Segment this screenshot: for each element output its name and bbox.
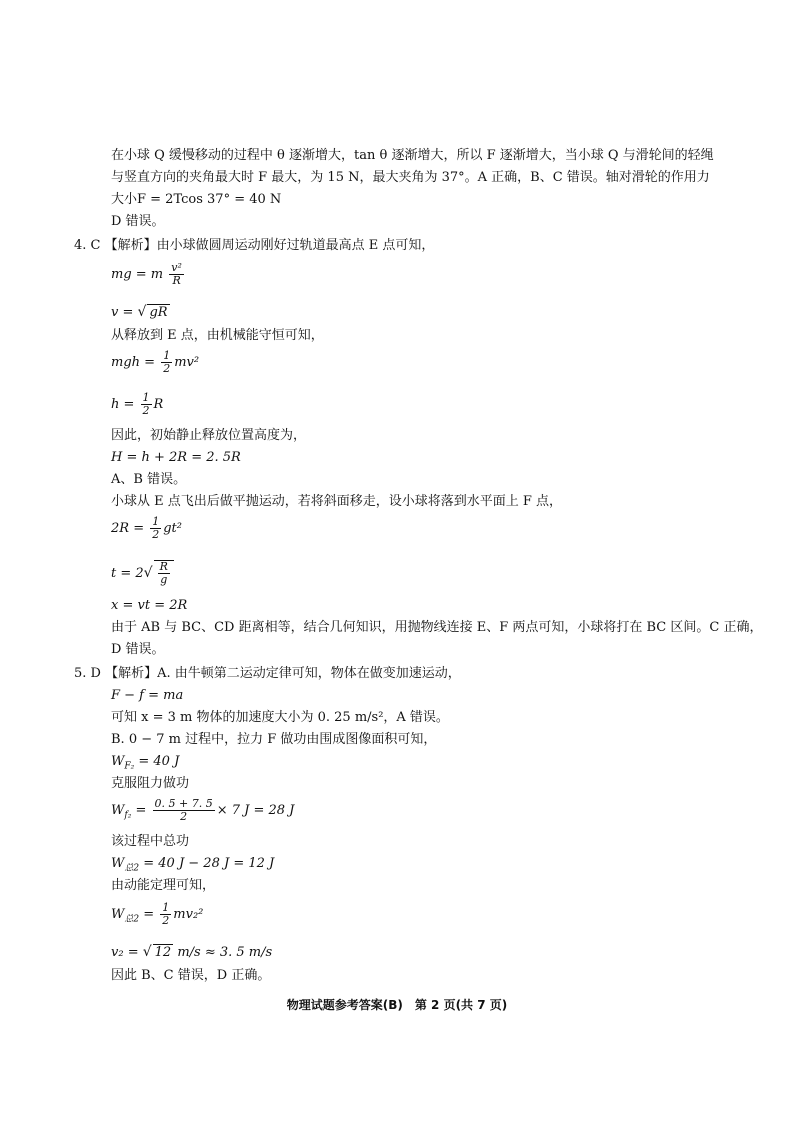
- q4-eq7-left: t = 2: [111, 566, 144, 581]
- q5-eq6-left: v₂ =: [111, 945, 139, 960]
- q4-text2: 因此，初始静止释放位置高度为，: [111, 428, 307, 443]
- q5-eq4-right: = 40 J − 28 J = 12 J: [139, 856, 275, 871]
- q5-eq2-right: = 40 J: [134, 754, 180, 769]
- q4-eq7-frac: [158, 561, 170, 586]
- q4-text4: 小球从 E 点飞出后做平抛运动，若将斜面移走，设小球将落到水平面上 F 点，: [111, 494, 563, 509]
- q4-eq6-num: 1: [152, 515, 160, 528]
- sqrt-icon: √: [142, 944, 152, 960]
- q4-eq2-left: v =: [111, 305, 134, 320]
- q4-eq4-num: 1: [142, 391, 150, 404]
- q5-heading: [74, 666, 461, 682]
- q5-text6: 因此 B、C 错误，D 正确。: [111, 968, 271, 983]
- q5-eq5-right: mv₂²: [173, 907, 204, 922]
- sqrt-icon: √: [137, 304, 147, 320]
- q5-eq3-num: 0. 5 + 7. 5: [154, 797, 213, 810]
- q5-eq3-frac: [153, 798, 215, 823]
- q4-eq4-left: h =: [111, 397, 135, 412]
- q4-eq3-den: 2: [163, 362, 171, 375]
- q5-eq3-den: 2: [153, 810, 215, 823]
- q4-eq1-num: v²: [171, 261, 182, 274]
- q4-eq4-den: 2: [142, 404, 150, 417]
- q4-eq3-num: 1: [163, 349, 171, 362]
- q5-eq3-right: × 7 J = 28 J: [216, 803, 295, 818]
- q4-number: 4. C: [74, 238, 101, 253]
- q4-eq2-radicand: gR: [149, 305, 168, 320]
- q5-text4: 该过程中总功: [111, 834, 190, 849]
- q5-intro: 【解析】A. 由牛顿第二运动定律可知，物体在做变加速运动，: [105, 666, 461, 681]
- q4-eq8: x = vt = 2R: [111, 598, 188, 613]
- q5-text3: 克服阻力做功: [111, 776, 190, 791]
- q5-eq6: [111, 944, 272, 961]
- q5-eq5-den: 2: [162, 914, 170, 927]
- q4-eq1: [111, 262, 186, 287]
- q5-eq4-left: W: [111, 856, 125, 871]
- q4-eq1-left: mg = m: [111, 267, 164, 282]
- q4-eq6: [111, 516, 182, 541]
- q4-eq3-left: mgh =: [111, 355, 156, 370]
- q5-eq3: $W_{f_2}$ = $\frac{0. 5 + 7. 5}{2}$ × 7 J = 28 J: [111, 797, 295, 823]
- q4-eq3: [111, 350, 199, 375]
- q5-eq5-frac: [160, 902, 171, 927]
- q4-eq6-den: 2: [152, 528, 160, 541]
- q4-eq7-num: R: [159, 560, 168, 573]
- q5-eq5-num: 1: [162, 901, 170, 914]
- q5-number: 5. D: [74, 666, 101, 681]
- q4-eq6-left: 2R =: [111, 521, 145, 536]
- q4-eq5: H = h + 2R = 2. 5R: [111, 450, 241, 465]
- sqrt-icon: √: [143, 565, 153, 581]
- q4-eq2: [111, 304, 170, 321]
- q5-eq2: [111, 754, 179, 775]
- q5-eq5-sub: 总2: [124, 914, 140, 925]
- q4-eq7-radicand: [154, 560, 174, 586]
- q4-text1: 从释放到 E 点，由机械能守恒可知，: [111, 328, 324, 343]
- q4-eq4-frac: [141, 392, 152, 417]
- q3-line1: 在小球 Q 缓慢移动的过程中 θ 逐渐增大，tan θ 逐渐增大，所以 F 逐渐增大，当小球 Q 与滑轮间的轻绳: [111, 148, 714, 163]
- q3-line2: 与竖直方向的夹角最大时 F 最大，为 15 N，最大夹角为 37°。A 正确，B、C 错误。轴对滑轮的作用力: [111, 170, 710, 185]
- q5-eq6-radicand: 12: [154, 945, 172, 960]
- q4-text3: A、B 错误。: [111, 472, 187, 487]
- q4-eq4: [111, 392, 163, 417]
- q5-eq5: $W_{总2}$ = $\frac{1}{2}$ mv₂²: [111, 901, 204, 927]
- q5-eq1: F − f = ma: [111, 688, 184, 703]
- q5-eq4: [111, 856, 274, 877]
- q5-eq5-left: W: [111, 907, 125, 922]
- q4-eq1-den: R: [169, 274, 184, 287]
- q4-intro: 【解析】由小球做圆周运动刚好过轨道最高点 E 点可知，: [104, 238, 435, 253]
- q5-eq4-sub: 总2: [124, 863, 140, 874]
- q4-eq6-frac: [150, 516, 161, 541]
- q3-line4: D 错误。: [111, 214, 165, 229]
- q5-eq2-left: W: [111, 754, 125, 769]
- q4-text6: D 错误。: [111, 642, 165, 657]
- q4-eq7: [111, 560, 174, 586]
- q5-eq3-sub: f₂: [124, 810, 132, 821]
- q5-text5: 由动能定理可知，: [111, 878, 216, 893]
- q5-eq2-sub: F₂: [124, 761, 135, 772]
- q4-eq7-den: g: [158, 573, 170, 586]
- q4-eq3-frac: [161, 350, 172, 375]
- page-footer: 物理试题参考答案(B) 第 2 页(共 7 页): [286, 998, 508, 1012]
- q5-eq6-right: m/s ≈ 3. 5 m/s: [173, 945, 273, 960]
- q4-text5: 由于 AB 与 BC、CD 距离相等，结合几何知识，用抛物线连接 E、F 两点可知，小球将打在 BC 区间。C 正确，: [111, 620, 763, 635]
- q4-heading: [74, 238, 434, 254]
- q4-eq1-frac: [169, 262, 184, 287]
- q3-line3: 大小F = 2Tcos 37° = 40 N: [111, 192, 282, 207]
- q5-text2: B. 0 − 7 m 过程中，拉力 F 做功由围成图像面积可知，: [111, 732, 437, 747]
- q5-eq3-left: W: [111, 803, 125, 818]
- q5-text1: 可知 x = 3 m 物体的加速度大小为 0. 25 m/s²，A 错误。: [111, 710, 449, 725]
- q4-eq6-right: gt²: [163, 521, 182, 536]
- q4-eq4-right: R: [153, 397, 164, 412]
- q4-eq3-right: mv²: [174, 355, 200, 370]
